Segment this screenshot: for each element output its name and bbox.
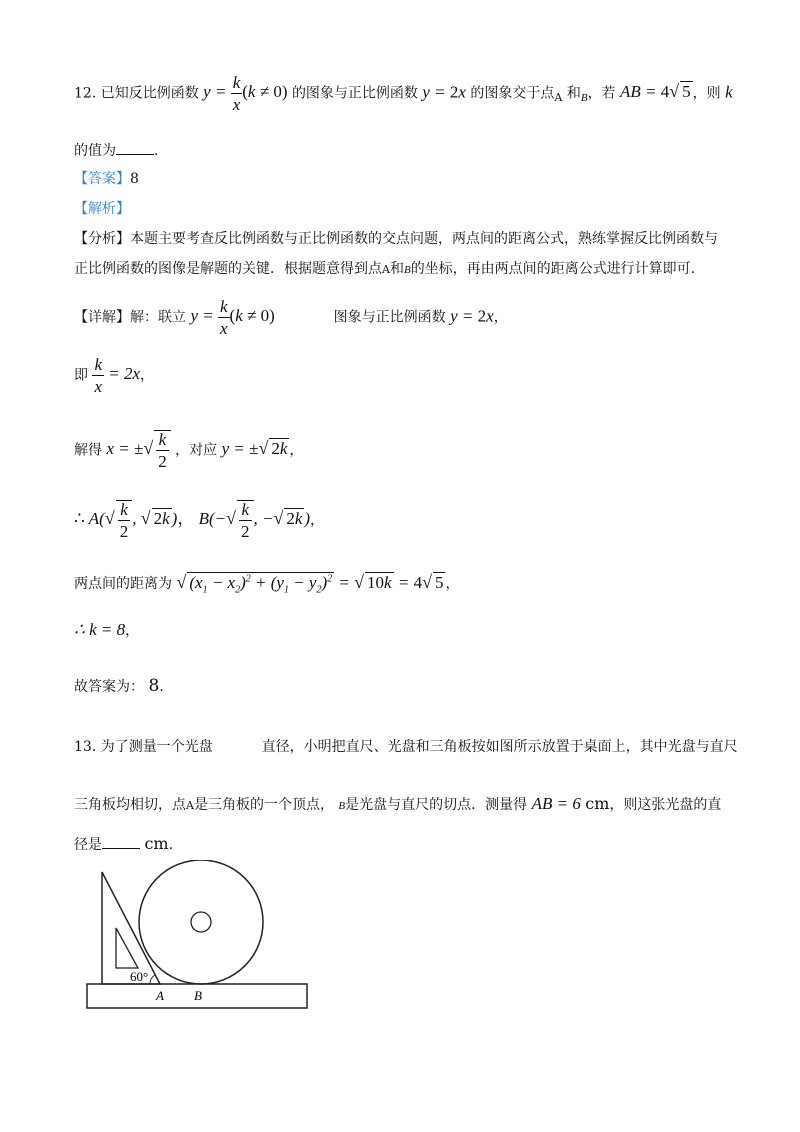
q13-line3 <box>74 834 173 854</box>
step2-prefix: 解得 <box>74 442 102 459</box>
analysis-line <box>74 198 130 218</box>
step2-end: ， <box>289 442 304 459</box>
step5-end: ， <box>125 623 140 639</box>
q13-point-a: A <box>186 799 194 812</box>
q13-text2a: 三角板均相切，点 <box>74 797 186 813</box>
q13-text2d: ，则这张光盘的直 <box>609 797 722 813</box>
analysis-tag: 【解析】 <box>74 201 130 217</box>
q13-ab-measurement: AB = 6 <box>531 794 581 813</box>
q12-point-b: B <box>580 92 588 105</box>
step1-equation: $\frac{k}{x}$ = 2x <box>94 355 141 396</box>
detail-step3 <box>74 500 324 540</box>
q13-end: . <box>168 837 174 853</box>
detail-step6 <box>74 676 164 696</box>
q13-text1b: 直径，小明把直尺、光盘和三角板按如图所示放置于桌面上，其中光盘与直尺 <box>261 739 738 755</box>
answer-value: 8 <box>130 171 139 187</box>
step2-mid: ，对应 <box>175 442 218 459</box>
q13-answer-blank <box>102 836 140 849</box>
q13-line1 <box>74 736 738 756</box>
step6-prefix: 故答案为： <box>74 679 144 695</box>
angle-arc <box>150 975 155 984</box>
q12-line1 <box>74 74 733 113</box>
q12-end: . <box>154 143 159 159</box>
step1-end: ， <box>140 367 155 384</box>
detail-step2 <box>74 430 303 470</box>
q12-point-a: A <box>554 91 563 105</box>
detail-line1 <box>74 298 508 337</box>
q13-number: 13. <box>74 739 97 755</box>
step3-points: ∴ A(√ $\frac{k}{2}$ , √ 2k )， B(−√ $\frac{k}{2}$ , −√ 2k ) <box>74 500 311 541</box>
q12-text-b: 的图象与正比例函数 <box>291 85 418 102</box>
label-a: A <box>156 988 164 1003</box>
angle-label: 60° <box>130 969 149 984</box>
detail-text1: 解：联立 <box>130 309 186 326</box>
disc-hole <box>191 912 211 932</box>
q13-point-b: B <box>338 800 346 812</box>
fenxi-text2a: 正比例函数的图像是解题的关键．根据题意得到点 <box>74 261 382 277</box>
q13-text2b: 是三角板的一个顶点， <box>193 797 334 813</box>
triangle-board <box>102 872 160 984</box>
q13-unit-2: cm <box>144 834 169 853</box>
q12-line2 <box>74 140 158 160</box>
detail-step1 <box>74 356 154 395</box>
q12-and: 和 <box>566 85 581 102</box>
q12-text-c: 的图象交于点 <box>470 85 555 102</box>
detail-linear-function: y = 2x <box>450 306 494 326</box>
fenxi-point-a: A <box>382 263 390 276</box>
q12-linear-function: y = 2x <box>422 82 466 102</box>
detail-inverse-function: y = $\frac{k}{x}$ (k ≠ 0) <box>190 297 275 338</box>
step4-distance: √ $(x_1 - x_2)^2 + (y_1 - y_2)^2$ = √ 10k = 4√ 5 <box>176 572 444 596</box>
detail-step4 <box>74 572 459 595</box>
step2-x-solution: x = ±√ $\frac{k}{2}$ <box>106 439 170 458</box>
q12-answer-blank <box>116 142 154 155</box>
fenxi-tag: 【分析】 <box>74 231 130 247</box>
fenxi-line2 <box>74 258 695 278</box>
q13-unit: cm <box>585 794 610 813</box>
answer-tag: 【答案】 <box>74 171 130 187</box>
answer-line <box>74 168 139 188</box>
q13-figure <box>84 860 314 1010</box>
disc <box>139 860 263 984</box>
detail-step5 <box>74 620 139 640</box>
q12-inverse-function: y = $\frac{k}{x}$ (k ≠ 0) <box>203 73 288 114</box>
step4-prefix: 两点间的距离为 <box>74 576 172 592</box>
fenxi-text1: 本题主要考查反比例函数与正比例函数的交点问题，两点间的距离公式，熟练掌握反比例函数与 <box>130 231 718 247</box>
fenxi-point-b: B <box>403 264 411 276</box>
q12-text-d: ，若 <box>587 85 616 102</box>
q12-ab-condition: AB = 4√ 5 <box>620 81 691 102</box>
q13-text2c: 是光盘与直尺的切点．测量得 <box>345 797 528 813</box>
step6-value: 8 <box>148 676 160 696</box>
fenxi-and: 和 <box>389 261 404 277</box>
q12-var-k: k <box>725 82 733 102</box>
q12-text-f: 的值为 <box>74 143 116 159</box>
label-b: B <box>194 988 202 1003</box>
step1-prefix: 即 <box>74 367 88 384</box>
q13-line2 <box>74 794 721 814</box>
step5-result: ∴ k = 8 <box>74 620 126 639</box>
fenxi-line1 <box>74 228 718 248</box>
detail-text3: ， <box>493 309 508 326</box>
step4-end: ， <box>445 576 460 592</box>
step6-end: . <box>159 679 164 695</box>
q12-number: 12. <box>74 85 97 102</box>
detail-text2: 图象与正比例函数 <box>333 309 446 326</box>
fenxi-text2b: 的坐标，再由两点间的距离公式进行计算即可. <box>410 261 696 277</box>
detail-tag: 【详解】 <box>74 309 130 326</box>
q13-text1a: 为了测量一个光盘 <box>100 739 213 755</box>
q13-text3a: 径是 <box>74 837 102 853</box>
q12-text-e: ，则 <box>692 85 721 102</box>
step3-end: ， <box>310 512 325 529</box>
q12-text-a: 已知反比例函数 <box>100 85 199 102</box>
step2-y-solution: y = ±√ 2k <box>221 438 288 459</box>
